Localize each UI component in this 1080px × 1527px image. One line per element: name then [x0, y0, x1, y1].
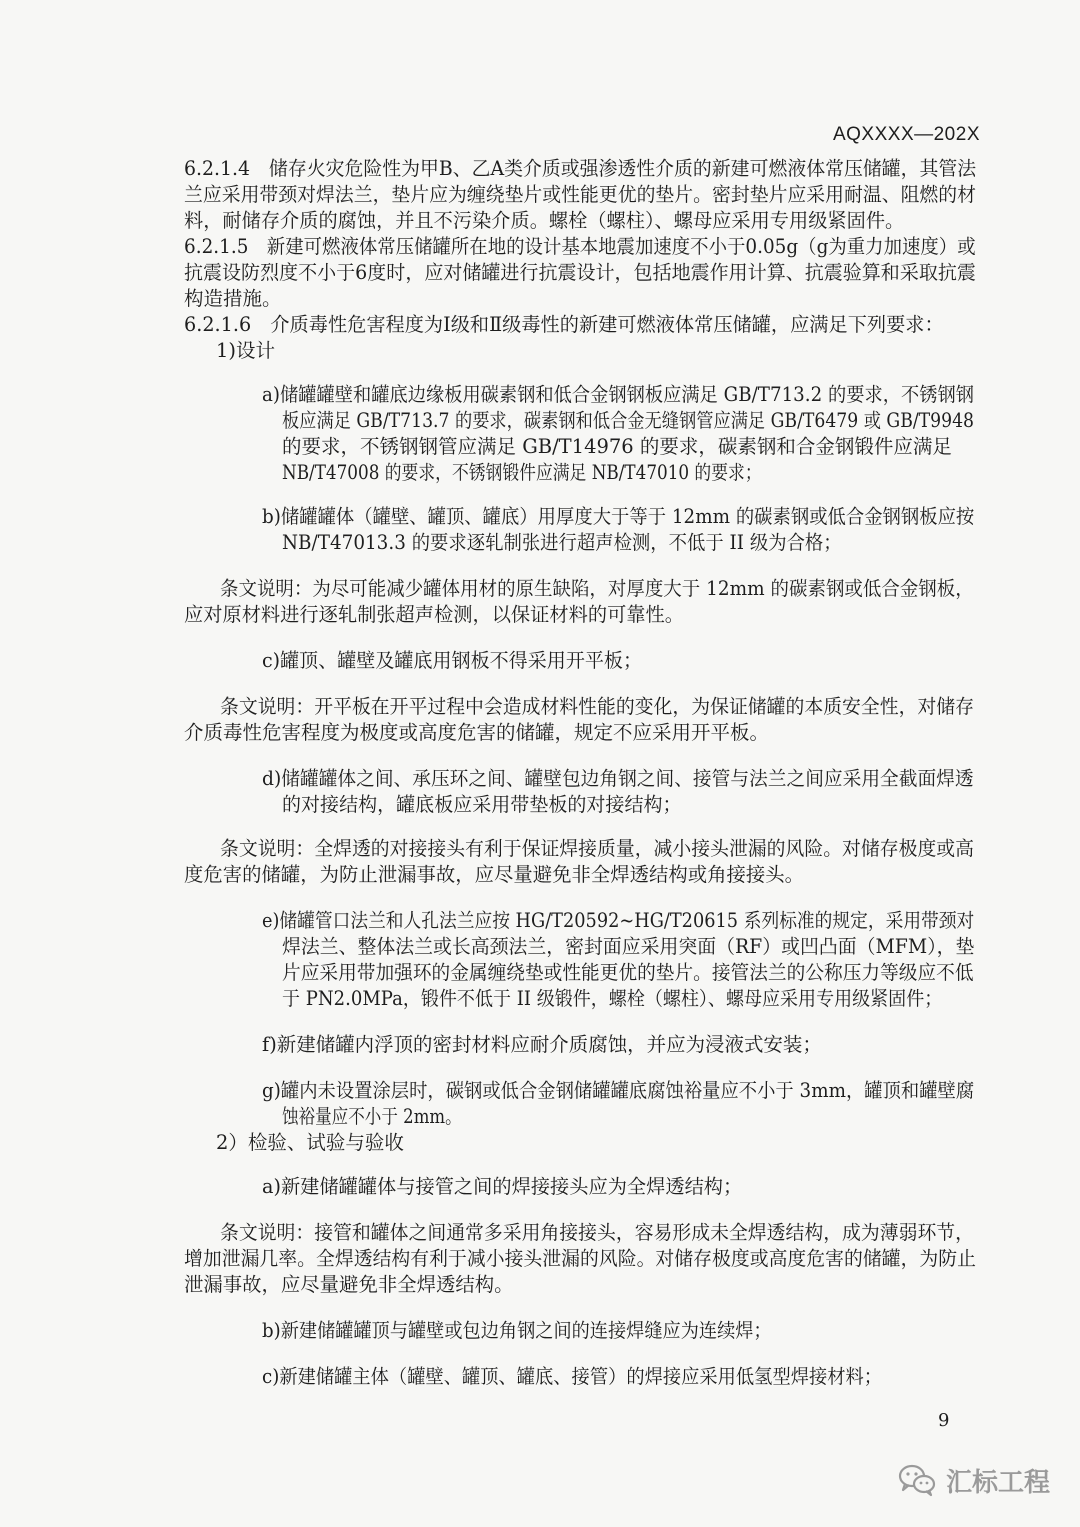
- text-line: 抗震设防烈度不小于6度时，应对储罐进行抗震设计，包括地震作用计算、抗震验算和采取抗震: [184, 261, 976, 284]
- text-line: b)储罐罐体（罐壁、罐顶、罐底）用厚度大于等于 12mm 的碳素钢或低合金钢钢板应按: [262, 505, 975, 528]
- text-line: 的对接结构，罐底板应采用带垫板的对接结构；: [282, 793, 682, 816]
- text-line: 应对原材料进行逐轧制张超声检测，以保证材料的可靠性。: [184, 603, 685, 626]
- text-line: 条文说明：开平板在开平过程中会造成材料性能的变化，为保证储罐的本质安全性，对储存: [220, 695, 975, 718]
- text-line: 构造措施。: [184, 287, 282, 310]
- text-line: 6.2.1.5 新建可燃液体常压储罐所在地的设计基本地震加速度不小于0.05g（g为重力加速度）或: [184, 235, 976, 258]
- text-line: 焊法兰、整体法兰或长高颈法兰，密封面应采用突面（RF）或凹凸面（MFM），垫: [282, 935, 975, 958]
- text-line: 料，耐储存介质的腐蚀，并且不污染介质。螺栓（螺柱）、螺母应采用专用级紧固件。: [184, 209, 905, 232]
- text-line: NB/T47013.3 的要求逐轧制张进行超声检测，不低于 II 级为合格；: [282, 531, 842, 554]
- text-line: 兰应采用带颈对焊法兰，垫片应为缠绕垫片或性能更优的垫片。密封垫片应采用耐温、阻燃的材: [184, 183, 977, 206]
- text-line: 条文说明：接管和罐体之间通常多采用角接接头，容易形成未全焊透结构，成为薄弱环节，: [220, 1221, 975, 1244]
- text-line: 6.2.1.4 储存火灾危险性为甲B、乙A类介质或强渗透性介质的新建可燃液体常压储罐，其管法: [184, 157, 977, 180]
- text-line: a)储罐罐壁和罐底边缘板用碳素钢和低合金钢钢板应满足 GB/T713.2 的要求，不锈钢钢: [262, 383, 974, 406]
- text-line: d)储罐罐体之间、承压环之间、罐壁包边角钢之间、接管与法兰之间应采用全截面焊透: [262, 767, 974, 790]
- text-line: g)罐内未设置涂层时，碳钢或低合金钢储罐罐底腐蚀裕量应不小于 3mm，罐顶和罐壁腐: [262, 1079, 975, 1102]
- watermark-label: 汇标工程: [946, 1467, 1051, 1498]
- text-line: 1)设计: [216, 339, 276, 362]
- text-line: NB/T47008 的要求，不锈钢锻件应满足 NB/T47010 的要求；: [282, 461, 762, 484]
- page-number: 9: [938, 1410, 950, 1431]
- document-code: AQXXXX—202X: [832, 124, 980, 145]
- wechat-icon: [898, 1463, 936, 1497]
- text-line: 泄漏事故，应尽量避免非全焊透结构。: [184, 1273, 514, 1296]
- text-line: a)新建储罐罐体与接管之间的焊接接头应为全焊透结构；: [262, 1175, 743, 1198]
- text-line: 的要求，不锈钢钢管应满足 GB/T14976 的要求，碳素钢和合金钢锻件应满足: [282, 435, 952, 458]
- text-line: b)新建储罐罐顶与罐壁或包边角钢之间的连接焊缝应为连续焊；: [262, 1319, 772, 1342]
- text-line: c)罐顶、罐壁及罐底用钢板不得采用开平板；: [262, 649, 643, 672]
- text-line: 增加泄漏几率。全焊透结构有利于减小接头泄漏的风险。对储存极度或高度危害的储罐，为防止: [184, 1247, 977, 1270]
- text-line: 度危害的储罐，为防止泄漏事故，应尽量避免非全焊透结构或角接接头。: [184, 863, 805, 886]
- text-line: 蚀裕量应不小于 2mm。: [282, 1105, 462, 1128]
- text-line: c)新建储罐主体（罐壁、罐顶、罐底、接管）的焊接应采用低氢型焊接材料；: [262, 1365, 883, 1388]
- text-line: 2）检验、试验与验收: [216, 1131, 404, 1154]
- text-line: 6.2.1.6 介质毒性危害程度为Ⅰ级和Ⅱ级毒性的新建可燃液体常压储罐，应满足下列要求：: [184, 313, 944, 336]
- text-line: 片应采用带加强环的金属缠绕垫或性能更优的垫片。接管法兰的公称压力等级应不低: [282, 961, 974, 984]
- text-line: 条文说明：全焊透的对接接头有利于保证焊接质量，减小接头泄漏的风险。对储存极度或高: [220, 837, 975, 860]
- watermark: [898, 1460, 1050, 1500]
- text-line: 于 PN2.0MPa，锻件不低于 II 级锻件，螺栓（螺柱）、螺母应采用专用级紧固件；: [282, 987, 943, 1010]
- text-line: 条文说明：为尽可能减少罐体用材的原生缺陷，对厚度大于 12mm 的碳素钢或低合金钢板，: [220, 577, 974, 600]
- text-line: 板应满足 GB/T713.7 的要求，碳素钢和低合金无缝钢管应满足 GB/T6479 或 GB/T9948: [282, 409, 975, 432]
- text-line: 介质毒性危害程度为极度或高度危害的储罐，规定不应采用开平板。: [184, 721, 770, 744]
- text-line: e)储罐管口法兰和人孔法兰应按 HG/T20592~HG/T20615 系列标准的规定，采用带颈对: [262, 909, 975, 932]
- text-line: f)新建储罐内浮顶的密封材料应耐介质腐蚀，并应为浸液式安装；: [262, 1033, 822, 1056]
